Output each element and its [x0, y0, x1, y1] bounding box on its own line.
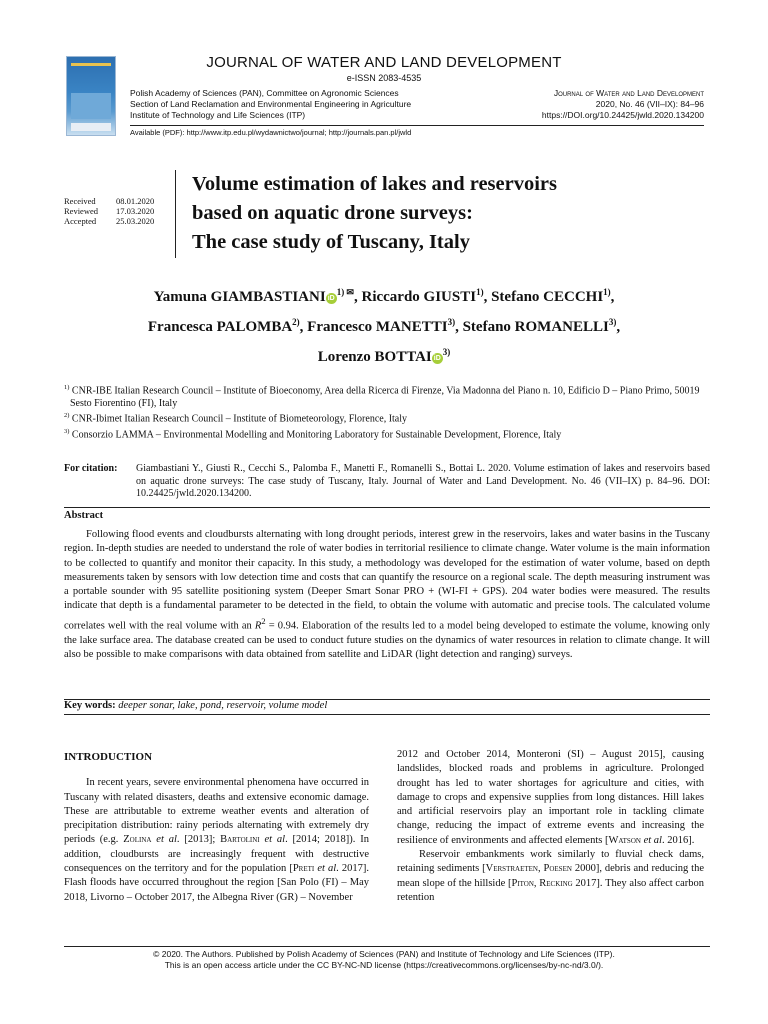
footer-divider [64, 946, 710, 947]
author-affil-sup: 2) [292, 317, 300, 327]
author-affil-sup: 1) [603, 287, 611, 297]
affiliation [64, 382, 710, 410]
author-affil-sup: 3) [447, 317, 456, 327]
affiliation-text: CNR-Ibimet Italian Research Council – Institute of Biometeorology, Florence, Italy [69, 413, 408, 425]
availability-line[interactable]: Available (PDF): http://www.itp.edu.pl/wydawnictwo/journal; http://journals.pan.pl/jwld [130, 128, 412, 137]
affiliation [64, 426, 710, 442]
author-name: , Stefano CECCHI [483, 289, 604, 305]
abstract-text: Following flood events and cloudbursts alternating with long drought periods, interest grew in the reservoirs, lakes and water basins in the Tuscany region. In-depth studies are needed to understand the role of water bodies in territorial resilience to climate change. Water volume is the main information to be collected to quantify and monitor their capacity. In this study, a methodology was developed for the estimation of water volume, based on depth measurements taken by sensors with low detection time and costs that can quantify the resource on a regional scale. The depth measuring instrument was a portable sounder with 95 satellite positioning system (Deeper Smart Sonar PRO + (WI-FI + GPS). 204 water bodies were measured. The results indicate that depth is a fundamental parameter to be detected in the field, to obtain the volume with automatic and precise tools. The calculated volume correlates well with the real volume with an $R^2 = 0.94$. Elaboration of the results led to a model being developed to estimate the volume, knowing only the lake surface area. The database created can be used to conduct future studies on the dynamics of water resources in relation to climate change. It will also be possible to make comparisons with data obtained from satellite and LiDAR (light detection and ranging) surveys. [64, 529, 710, 660]
author-list [64, 280, 704, 370]
article-dates [64, 196, 154, 226]
orcid-icon[interactable]: iD [327, 295, 335, 302]
issue-info: 2020, No. 46 (VII–IX): 84–96 [595, 99, 704, 109]
date-value: 25.03.2020 [116, 216, 155, 226]
affiliation-number: 2) [64, 412, 70, 420]
paragraph: Reservoir embankments work similarly to fluvial check dams, retaining sediments [Verstraeten, Poesen 2000], debris and reducing the mean slope of the hillside [Piton, Recking 2017]. They also affect carbon retention [397, 849, 705, 903]
divider [64, 507, 710, 508]
date-label: Reviewed [64, 206, 98, 216]
affiliation-number: 3) [64, 428, 70, 436]
title-line: Volume estimation of lakes and reservoirs [192, 173, 557, 195]
abstract-heading: Abstract [64, 510, 104, 521]
author-name: Yamuna GIAMBASTIANI [153, 289, 326, 305]
date-value: 08.01.2020 [116, 196, 155, 206]
affiliation [64, 410, 710, 426]
article-title [192, 170, 557, 257]
journal-title: JOURNAL OF WATER AND LAND DEVELOPMENT [206, 54, 562, 71]
author-affil-sup: 1) ✉ [336, 287, 354, 297]
journal-cover-thumbnail [66, 56, 116, 136]
institution-line: Polish Academy of Sciences (PAN), Committee on Agronomic Sciences [130, 88, 399, 98]
author-separator: , [610, 289, 615, 305]
orcid-icon[interactable]: iD [433, 355, 441, 362]
citation-text: Giambastiani Y., Giusti R., Cecchi S., Palomba F., Manetti F., Romanelli S., Bottai L. 2020. Volume estimation of lakes and reservoirs based on aquatic drone surveys: The case study of Tuscany, Italy. Journal of Water and Land Development. No. 46 (VII–IX) p. 84–96. DOI: 10.24425/jwld.2020.134200. [136, 463, 710, 499]
paragraph: 2012 and October 2014, Monteroni (SI) – August 2015], causing landslides, blocked roads and problems in agriculture. Prolonged drought has led to water shortages for agriculture and cities, with damage to crops and expensive supplies from long distances. Hill lakes and artificial reservoirs play an important role in tackling climate change, reducing the impact of extreme events and increasing the resilience of environments and affected elements [Watson et al. 2016]. [397, 749, 704, 846]
paragraph: In recent years, severe environmental phenomena have occurred in Tuscany with related disasters, deaths and extensive economic damage. These are attributable to extreme weather events and alteration of precipitation distribution: rainy periods alternating with extremely dry periods (e.g. Zolina et al. [2013]; Bartolini et al. [2014; 2018]). In addition, cloudbursts are increasingly frequent with destructive consequences on the territory and for the population [Preti et al. 2017]. Flash floods have occurred throughout the region [San Polo (FI) – May 2018, Livorno – October 2017, the Albegna River (GR) – November [64, 777, 370, 903]
author-name: , Stefano ROMANELLI [455, 319, 609, 335]
divider [64, 714, 710, 715]
date-label: Accepted [64, 216, 97, 226]
author-name: Francesca PALOMBA [147, 319, 293, 335]
license-line[interactable]: This is an open access article under the CC BY-NC-ND license (https://creativecommons.org/licenses/by-nc-nd/3.0/). [164, 960, 604, 970]
header-divider [130, 125, 704, 126]
keywords-text: deeper sonar, lake, pond, reservoir, volume model [118, 700, 328, 711]
institution-line: Section of Land Reclamation and Environmental Engineering in Agriculture [130, 99, 412, 109]
affiliation-text: Consorzio LAMMA – Environmental Modelling and Monitoring Laboratory for Sustainable Development, Florence, Italy [69, 429, 562, 441]
institutions [130, 88, 411, 121]
affiliation-number: 1) [64, 384, 70, 391]
section-heading: INTRODUCTION [64, 751, 153, 763]
author-affil-sup: 1) [476, 287, 484, 297]
journal-name: Journal of Water and Land Development [553, 88, 704, 98]
institution-line: Institute of Technology and Life Sciences (ITP) [130, 110, 306, 120]
body-column-right [397, 748, 704, 905]
eissn: e-ISSN 2083-4535 [346, 73, 422, 83]
keywords-label: Key words: [64, 700, 116, 711]
citation-label: For citation: [64, 463, 118, 474]
author-name: , Francesco MANETTI [299, 319, 448, 335]
r-squared: R [254, 620, 262, 632]
citation-block [64, 463, 710, 501]
author-affil-sup: 3) [608, 317, 617, 327]
journal-reference [542, 88, 704, 121]
author-name: , Riccardo GIUSTI [353, 289, 477, 305]
keywords [64, 700, 327, 711]
doi-link[interactable]: https://DOI.org/10.24425/jwld.2020.134200 [541, 110, 704, 120]
author-separator: , [616, 319, 621, 335]
author-affil-sup: 3) [442, 347, 451, 357]
date-value: 17.03.2020 [116, 206, 155, 216]
affiliations [64, 382, 710, 442]
body-column-left [64, 750, 369, 905]
affiliation-text: CNR-IBE Italian Research Council – Institute of Bioeconomy, Area della Ricerca di Firenze, Via Madonna del Piano n. 10, Edificio D – Piano Primo, 50019 Sesto Fiorentino (FI), Italy [69, 385, 700, 409]
date-label: Received [64, 196, 96, 206]
title-divider [175, 170, 176, 258]
title-line: based on aquatic drone surveys: [192, 202, 473, 224]
copyright-line: © 2020. The Authors. Published by Polish Academy of Sciences (PAN) and Institute of Technology and Life Sciences (ITP). [153, 949, 615, 959]
title-line: The case study of Tuscany, Italy [192, 231, 470, 253]
author-name: Lorenzo BOTTAI [317, 349, 432, 365]
license-footer [0, 949, 768, 971]
